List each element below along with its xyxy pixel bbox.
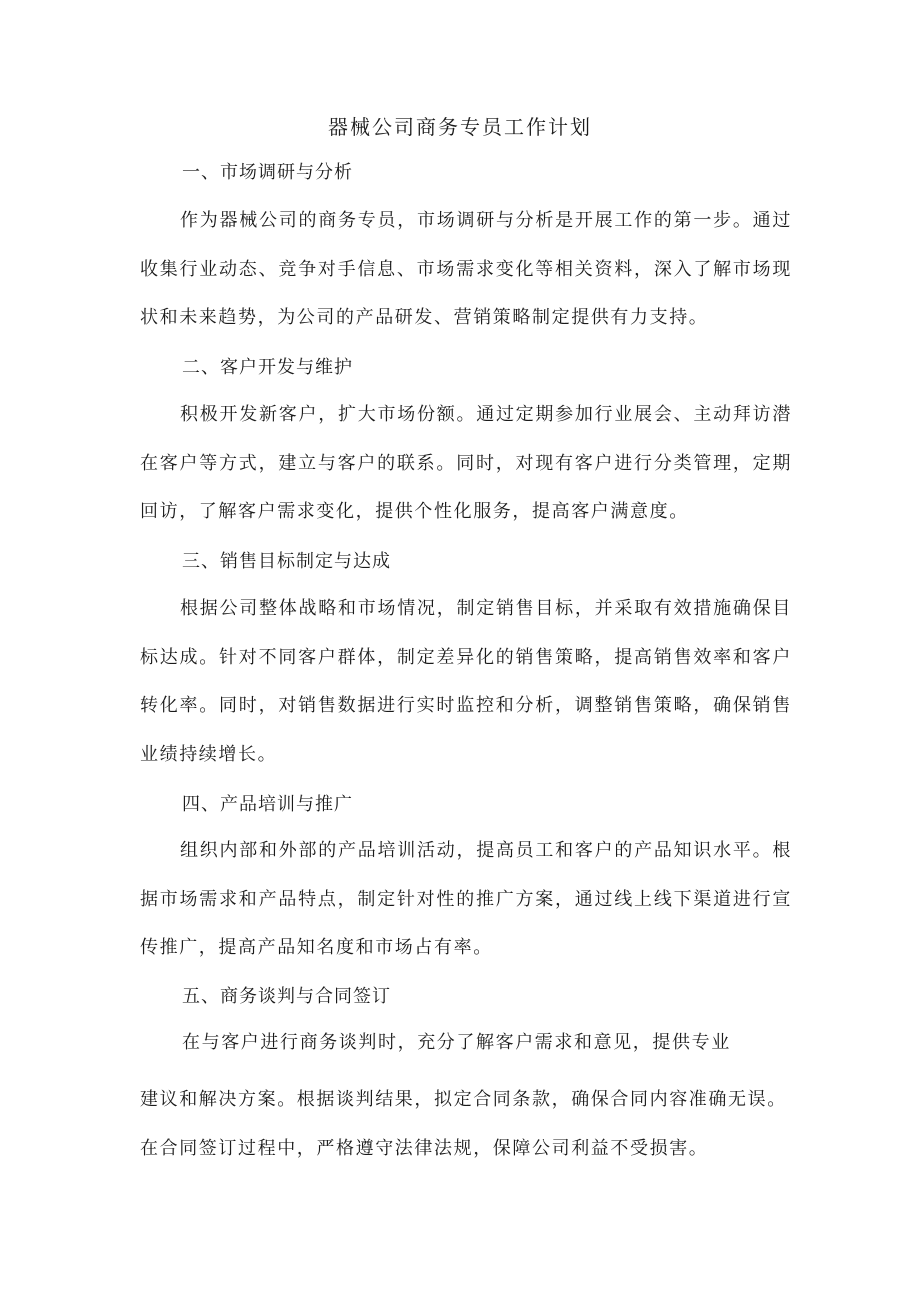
section-heading-4: 四、产品培训与推广	[182, 794, 353, 815]
section-heading-2: 二、客户开发与维护	[182, 357, 353, 378]
section-heading-1: 一、市场调研与分析	[182, 162, 353, 183]
document-title: 器械公司商务专员工作计划	[328, 115, 592, 139]
section-body-1: 作为器械公司的商务专员，市场调研与分析是开展工作的第一步。通过收集行业动态、竞争对手信息、市场需求变化等相关资料，深入了解市场现状和未来趋势，为公司的产品研发、营销策略制定提供有力支持。	[140, 210, 792, 328]
section-heading-3: 三、销售目标制定与达成	[182, 551, 391, 572]
section-body-5-line-2: 建议和解决方案。根据谈判结果，拟定合同条款，确保合同内容准确无误。	[140, 1089, 787, 1110]
section-heading-5: 五、商务谈判与合同签订	[182, 986, 391, 1007]
section-body-5-line-1: 在与客户进行商务谈判时，充分了解客户需求和意见，提供专业	[182, 1032, 731, 1053]
section-body-3: 根据公司整体战略和市场情况，制定销售目标，并采取有效措施确保目标达成。针对不同客户群体，制定差异化的销售策略，提高销售效率和客户转化率。同时，对销售数据进行实时监控和分析，调整销售策略，确保销售业绩持续增长。	[140, 598, 792, 765]
section-body-4: 组织内部和外部的产品培训活动，提高员工和客户的产品知识水平。根据市场需求和产品特点，制定针对性的推广方案，通过线上线下渠道进行宣传推广，提高产品知名度和市场占有率。	[140, 840, 792, 958]
section-body-2: 积极开发新客户，扩大市场份额。通过定期参加行业展会、主动拜访潜在客户等方式，建立与客户的联系。同时，对现有客户进行分类管理，定期回访，了解客户需求变化，提供个性化服务，提高客户满意度。	[140, 404, 792, 522]
section-body-5-line-3: 在合同签订过程中，严格遵守法律法规，保障公司利益不受损害。	[140, 1138, 709, 1159]
